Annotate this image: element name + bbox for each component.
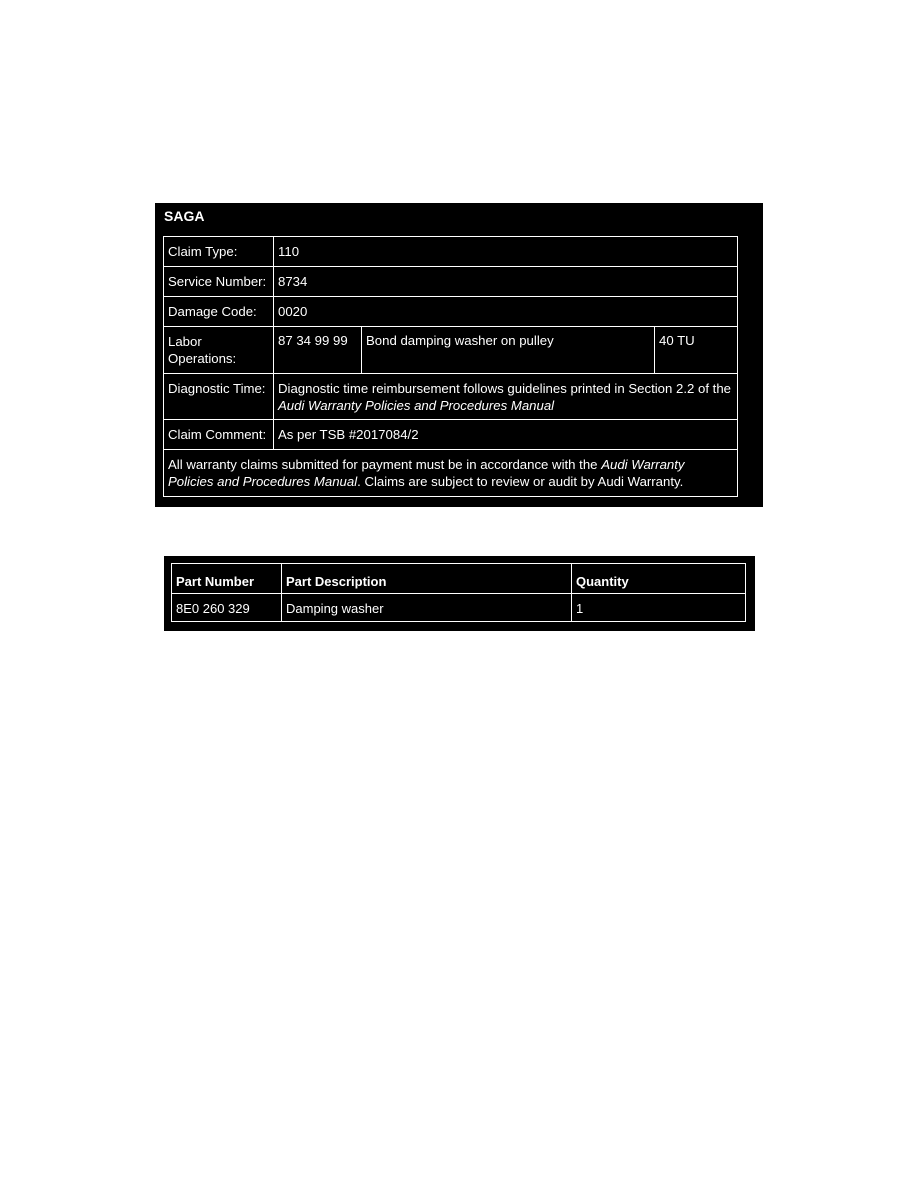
labor-operations-label: Labor Operations: (164, 327, 274, 374)
parts-section (164, 556, 755, 631)
part-description-cell: Damping washer (282, 594, 572, 622)
warranty-note-text-end: . Claims are subject to review or audit by Audi Warranty. (357, 474, 684, 489)
part-description-header: Part Description (282, 564, 572, 594)
labor-description: Bond damping washer on pulley (362, 327, 655, 373)
claim-type-value: 110 (274, 237, 738, 267)
damage-code-value: 0020 (274, 297, 738, 327)
service-number-row (164, 267, 738, 297)
saga-section (155, 203, 763, 507)
diagnostic-manual-title: Audi Warranty Policies and Procedures Manual (278, 398, 555, 413)
labor-operations-cell (274, 327, 738, 374)
damage-code-label: Damage Code: (164, 297, 274, 327)
parts-table (171, 563, 746, 622)
diagnostic-time-label: Diagnostic Time: (164, 374, 274, 420)
claim-type-row (164, 237, 738, 267)
part-number-header: Part Number (172, 564, 282, 594)
labor-operations-row (164, 327, 738, 374)
parts-header-row (172, 564, 746, 594)
labor-time: 40 TU (659, 333, 695, 348)
diagnostic-time-text: Diagnostic time reimbursement follows guidelines printed in Section 2.2 of the (278, 381, 732, 396)
damage-code-row (164, 297, 738, 327)
part-number-cell: 8E0 260 329 (172, 594, 282, 622)
warranty-note (164, 450, 738, 497)
table-row (172, 594, 746, 622)
quantity-cell: 1 (572, 594, 746, 622)
claim-comment-value: As per TSB #2017084/2 (274, 420, 738, 450)
saga-table (163, 236, 738, 497)
labor-code: 87 34 99 99 (274, 327, 362, 373)
diagnostic-time-value (274, 374, 738, 420)
warranty-note-text: All warranty claims submitted for payment must be in accordance with the (168, 457, 598, 472)
service-number-value: 8734 (274, 267, 738, 297)
claim-comment-row (164, 420, 738, 450)
service-number-label: Service Number: (164, 267, 274, 297)
quantity-header: Quantity (572, 564, 746, 594)
claim-comment-label: Claim Comment: (164, 420, 274, 450)
warranty-manual-title: Audi Warranty Policies and Procedures Manual (168, 457, 685, 489)
warranty-note-row (164, 450, 738, 497)
diagnostic-time-row (164, 374, 738, 420)
saga-title: SAGA (164, 208, 205, 224)
claim-type-label: Claim Type: (164, 237, 274, 267)
